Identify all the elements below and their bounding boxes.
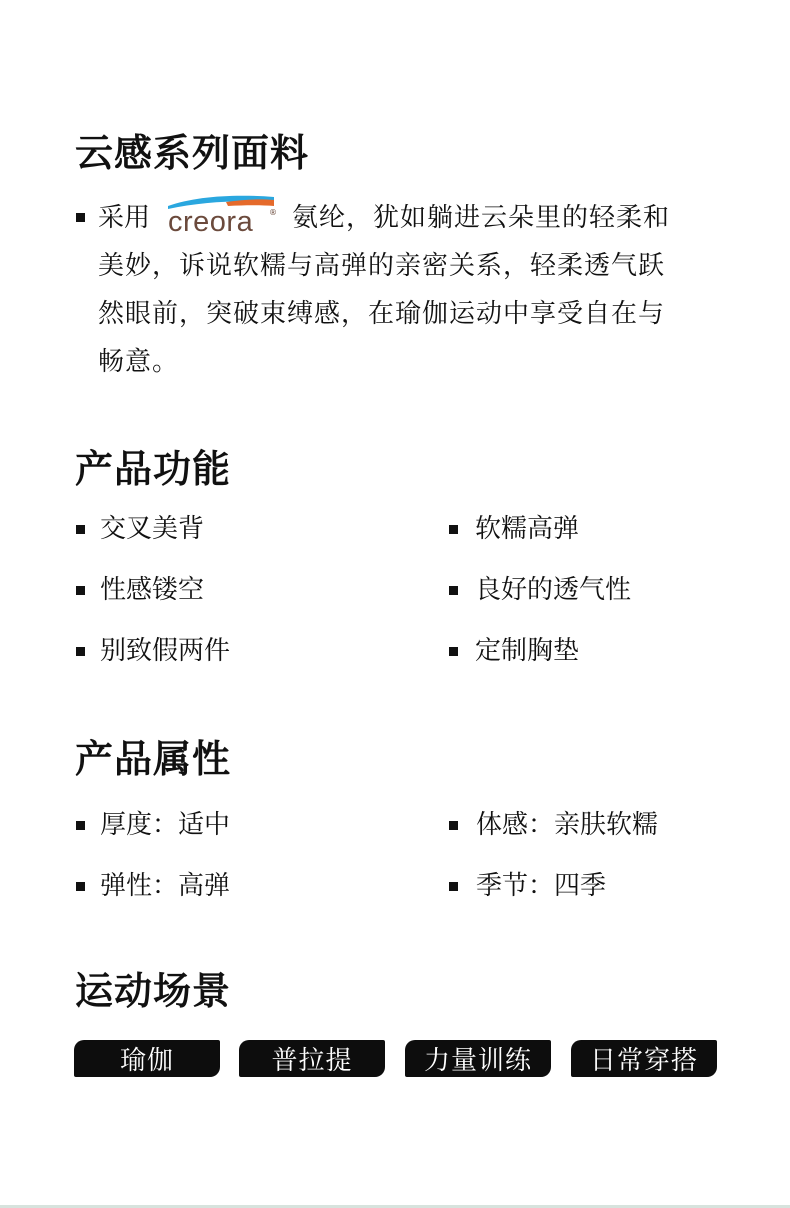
bullet-marker (449, 525, 458, 534)
attribute-item: 厚度：适中 (100, 810, 231, 840)
function-item: 性感镂空 (100, 575, 205, 605)
function-item: 定制胸垫 (475, 636, 580, 666)
function-item: 软糯高弹 (475, 514, 580, 544)
fabric-text-line2: 美妙，诉说软糯与高弹的亲密关系，轻柔透气跃 (98, 251, 666, 281)
section-title-attributes: 产品属性 (75, 737, 232, 781)
bullet-marker (76, 525, 85, 534)
fabric-text-line3: 然眼前，突破束缚感，在瑜伽运动中享受自在与 (98, 299, 666, 329)
registered-mark: ® (269, 208, 277, 217)
bullet-marker (76, 821, 85, 830)
bullet-marker (76, 213, 85, 222)
scene-tag-yoga: 瑜伽 (74, 1040, 220, 1077)
section-title-fabric: 云感系列面料 (75, 131, 310, 175)
creora-logo-text: creora (168, 206, 254, 238)
section-title-scenes: 运动场景 (75, 969, 232, 1013)
bullet-marker (449, 647, 458, 656)
bullet-marker (449, 586, 458, 595)
bullet-marker (449, 882, 458, 891)
creora-logo (166, 194, 278, 238)
fabric-text-post: 氨纶，犹如躺进云朵里的轻柔和 (292, 203, 671, 233)
scene-tag-strength-training: 力量训练 (405, 1040, 551, 1077)
fabric-text-pre: 采用 (98, 203, 151, 233)
attribute-item: 体感：亲肤软糯 (476, 810, 659, 840)
attribute-item: 弹性：高弹 (100, 871, 231, 901)
bullet-marker (76, 647, 85, 656)
scene-tag-pilates: 普拉提 (239, 1040, 385, 1077)
function-item: 交叉美背 (100, 514, 205, 544)
function-item: 良好的透气性 (475, 575, 632, 605)
bullet-marker (76, 586, 85, 595)
section-title-functions: 产品功能 (75, 447, 232, 491)
attribute-item: 季节：四季 (476, 871, 607, 901)
function-item: 别致假两件 (100, 636, 231, 666)
fabric-text-line4: 畅意。 (98, 347, 180, 377)
bullet-marker (449, 821, 458, 830)
bullet-marker (76, 882, 85, 891)
scene-tag-daily-wear: 日常穿搭 (571, 1040, 717, 1077)
